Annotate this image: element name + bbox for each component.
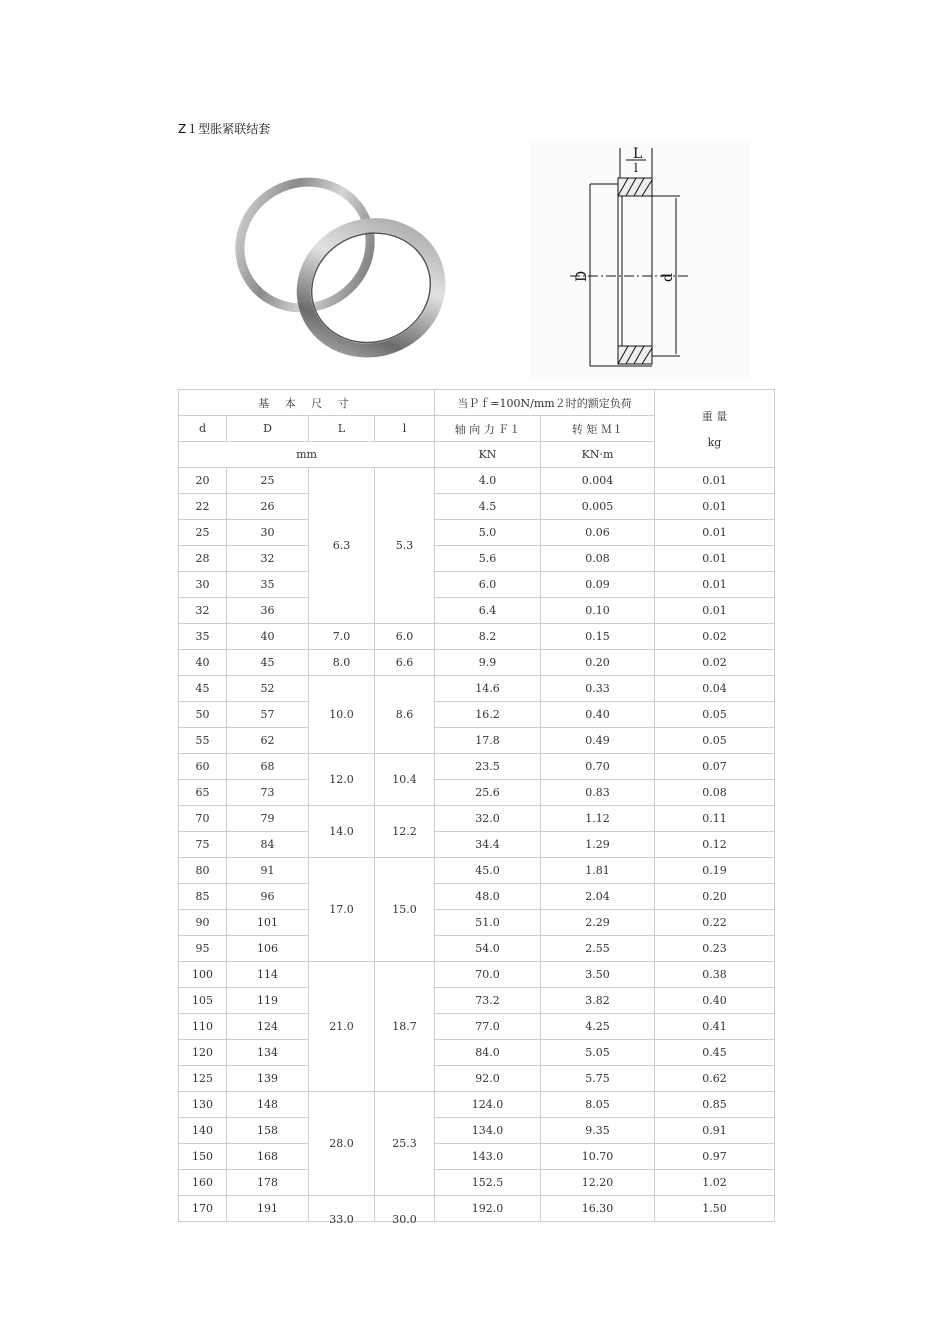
cell-d: 75 — [179, 832, 227, 858]
cell-axial-force: 45.0 — [435, 858, 541, 884]
cell-torque: 0.08 — [541, 546, 655, 572]
table-row — [179, 728, 775, 754]
cell-weight: 0.97 — [655, 1144, 775, 1170]
cell-axial-force: 124.0 — [435, 1092, 541, 1118]
label-L: L — [633, 146, 643, 162]
cell-torque: 5.05 — [541, 1040, 655, 1066]
cell-torque: 0.33 — [541, 676, 655, 702]
cell-axial-force: 48.0 — [435, 884, 541, 910]
cell-D: 91 — [227, 858, 309, 884]
cell-d: 100 — [179, 962, 227, 988]
cell-weight: 0.07 — [655, 754, 775, 780]
cell-weight: 0.02 — [655, 650, 775, 676]
cell-l — [375, 1196, 435, 1226]
cell-torque: 1.81 — [541, 858, 655, 884]
unit-mm: mm — [179, 442, 435, 468]
cell-axial-force: 16.2 — [435, 702, 541, 728]
cell-weight: 1.02 — [655, 1170, 775, 1196]
cell-torque: 16.30 — [541, 1196, 655, 1222]
cell-axial-force: 51.0 — [435, 910, 541, 936]
table-row — [179, 624, 775, 650]
cell-d: 150 — [179, 1144, 227, 1170]
table-row — [179, 494, 775, 520]
cell-d: 120 — [179, 1040, 227, 1066]
table-row — [179, 572, 775, 598]
cell-axial-force: 14.6 — [435, 676, 541, 702]
cell-D: 32 — [227, 546, 309, 572]
cell-d: 45 — [179, 676, 227, 702]
cell-d: 50 — [179, 702, 227, 728]
cell-L: 17.0 — [309, 858, 375, 962]
cell-torque: 9.35 — [541, 1118, 655, 1144]
cell-axial-force: 192.0 — [435, 1196, 541, 1222]
cell-l: 15.0 — [375, 858, 435, 962]
cell-torque: 0.06 — [541, 520, 655, 546]
table-row — [179, 988, 775, 1014]
cell-D: 45 — [227, 650, 309, 676]
cell-torque: 0.70 — [541, 754, 655, 780]
cell-weight: 0.01 — [655, 598, 775, 624]
table-row — [179, 1196, 775, 1222]
cell-torque: 2.04 — [541, 884, 655, 910]
cell-d: 65 — [179, 780, 227, 806]
cell-axial-force: 143.0 — [435, 1144, 541, 1170]
cell-d: 105 — [179, 988, 227, 1014]
cell-L: 6.3 — [309, 468, 375, 624]
cell-D: 84 — [227, 832, 309, 858]
label-l: l — [634, 161, 638, 175]
cell-D: 178 — [227, 1170, 309, 1196]
cell-weight: 0.01 — [655, 494, 775, 520]
table-row — [179, 1092, 775, 1118]
cell-torque: 3.50 — [541, 962, 655, 988]
cell-D: 134 — [227, 1040, 309, 1066]
cell-torque: 5.75 — [541, 1066, 655, 1092]
cell-torque: 12.20 — [541, 1170, 655, 1196]
col-l: l — [375, 416, 435, 442]
cell-axial-force: 70.0 — [435, 962, 541, 988]
cell-D: 191 — [227, 1196, 309, 1222]
table-row — [179, 650, 775, 676]
cell-torque: 1.12 — [541, 806, 655, 832]
cell-D: 26 — [227, 494, 309, 520]
cell-weight: 0.22 — [655, 910, 775, 936]
cell-axial-force: 84.0 — [435, 1040, 541, 1066]
cell-axial-force: 5.0 — [435, 520, 541, 546]
spec-table — [178, 389, 775, 1226]
cell-d: 70 — [179, 806, 227, 832]
cell-axial-force: 6.4 — [435, 598, 541, 624]
cell-torque: 0.15 — [541, 624, 655, 650]
unit-knm: KN·m — [541, 442, 655, 468]
cell-D: 96 — [227, 884, 309, 910]
cell-torque: 10.70 — [541, 1144, 655, 1170]
cell-D: 73 — [227, 780, 309, 806]
cell-d: 55 — [179, 728, 227, 754]
cell-axial-force: 8.2 — [435, 624, 541, 650]
cell-axial-force: 92.0 — [435, 1066, 541, 1092]
cell-axial-force: 25.6 — [435, 780, 541, 806]
header-basic-dimensions: 基 本 尺 寸 — [179, 390, 435, 416]
cell-d: 160 — [179, 1170, 227, 1196]
cell-torque: 0.005 — [541, 494, 655, 520]
table-row — [179, 806, 775, 832]
cell-d: 22 — [179, 494, 227, 520]
cell-torque: 0.09 — [541, 572, 655, 598]
label-D: D — [574, 270, 590, 282]
cell-axial-force: 4.0 — [435, 468, 541, 494]
cell-d: 20 — [179, 468, 227, 494]
cell-axial-force: 77.0 — [435, 1014, 541, 1040]
cell-L: 7.0 — [309, 624, 375, 650]
cell-d: 95 — [179, 936, 227, 962]
cell-L: 8.0 — [309, 650, 375, 676]
cell-d: 35 — [179, 624, 227, 650]
col-d: d — [179, 416, 227, 442]
cell-D: 101 — [227, 910, 309, 936]
table-row — [179, 1118, 775, 1144]
product-photo — [230, 170, 450, 370]
page-title: Z１型胀紧联结套 — [178, 122, 271, 136]
cell-weight: 0.40 — [655, 988, 775, 1014]
cell-d: 140 — [179, 1118, 227, 1144]
col-L: L — [309, 416, 375, 442]
cell-L: 28.0 — [309, 1092, 375, 1196]
cell-weight: 0.01 — [655, 468, 775, 494]
cell-l: 18.7 — [375, 962, 435, 1092]
table-row — [179, 962, 775, 988]
table-row — [179, 546, 775, 572]
cell-weight: 0.11 — [655, 806, 775, 832]
table-row — [179, 936, 775, 962]
header-weight-label: 重 量 — [701, 410, 728, 423]
cell-axial-force: 152.5 — [435, 1170, 541, 1196]
cell-D: 68 — [227, 754, 309, 780]
cell-axial-force: 134.0 — [435, 1118, 541, 1144]
table-row — [179, 1040, 775, 1066]
cell-axial-force: 4.5 — [435, 494, 541, 520]
cell-l: 5.3 — [375, 468, 435, 624]
header-weight — [655, 390, 775, 468]
table-row — [179, 702, 775, 728]
cell-weight: 0.23 — [655, 936, 775, 962]
cell-L: 12.0 — [309, 754, 375, 806]
table-row — [179, 832, 775, 858]
cell-torque: 2.29 — [541, 910, 655, 936]
cell-weight: 0.62 — [655, 1066, 775, 1092]
table-row — [179, 754, 775, 780]
cell-weight: 0.41 — [655, 1014, 775, 1040]
cell-d: 130 — [179, 1092, 227, 1118]
cell-D: 52 — [227, 676, 309, 702]
cell-D: 30 — [227, 520, 309, 546]
cell-l: 6.0 — [375, 624, 435, 650]
cell-L: 21.0 — [309, 962, 375, 1092]
cell-axial-force: 23.5 — [435, 754, 541, 780]
label-d: d — [660, 273, 676, 282]
cell-weight: 0.85 — [655, 1092, 775, 1118]
cell-axial-force: 17.8 — [435, 728, 541, 754]
section-drawing — [530, 140, 750, 380]
table-row — [179, 910, 775, 936]
cell-weight: 0.38 — [655, 962, 775, 988]
cell-d: 60 — [179, 754, 227, 780]
cell-axial-force: 6.0 — [435, 572, 541, 598]
table-row — [179, 520, 775, 546]
table-row — [179, 598, 775, 624]
table-row — [179, 1144, 775, 1170]
cell-d: 28 — [179, 546, 227, 572]
cell-L: 10.0 — [309, 676, 375, 754]
cell-d: 80 — [179, 858, 227, 884]
cell-D: 158 — [227, 1118, 309, 1144]
cell-weight: 0.05 — [655, 702, 775, 728]
cell-d: 125 — [179, 1066, 227, 1092]
cell-d: 32 — [179, 598, 227, 624]
cell-torque: 0.40 — [541, 702, 655, 728]
table-row — [179, 1170, 775, 1196]
cell-d: 170 — [179, 1196, 227, 1222]
header-row-1 — [179, 390, 775, 416]
cell-D: 40 — [227, 624, 309, 650]
cell-weight: 0.01 — [655, 520, 775, 546]
cell-D: 57 — [227, 702, 309, 728]
header-rated-load: 当Ｐｆ=100N/mm２时的额定负荷 — [435, 390, 655, 416]
cell-D: 168 — [227, 1144, 309, 1170]
cell-D: 79 — [227, 806, 309, 832]
cell-axial-force: 34.4 — [435, 832, 541, 858]
cell-axial-force: 54.0 — [435, 936, 541, 962]
cell-weight: 0.45 — [655, 1040, 775, 1066]
table-row — [179, 780, 775, 806]
cell-axial-force: 32.0 — [435, 806, 541, 832]
cell-axial-force: 73.2 — [435, 988, 541, 1014]
cell-D: 139 — [227, 1066, 309, 1092]
cell-D: 119 — [227, 988, 309, 1014]
cell-D: 106 — [227, 936, 309, 962]
cell-weight: 0.05 — [655, 728, 775, 754]
cell-weight: 0.04 — [655, 676, 775, 702]
table-row — [179, 1066, 775, 1092]
cell-weight: 0.08 — [655, 780, 775, 806]
cell-D: 148 — [227, 1092, 309, 1118]
cell-torque: 4.25 — [541, 1014, 655, 1040]
cell-weight: 0.19 — [655, 858, 775, 884]
cell-L-value: 33.0 — [329, 1213, 354, 1226]
cell-L — [309, 1196, 375, 1226]
cell-weight: 0.01 — [655, 546, 775, 572]
table-row — [179, 884, 775, 910]
cell-D: 124 — [227, 1014, 309, 1040]
table-row — [179, 1014, 775, 1040]
cell-l: 6.6 — [375, 650, 435, 676]
cell-d: 40 — [179, 650, 227, 676]
cell-d: 110 — [179, 1014, 227, 1040]
table-row — [179, 676, 775, 702]
cell-torque: 0.10 — [541, 598, 655, 624]
cell-l: 10.4 — [375, 754, 435, 806]
col-axial-force: 轴 向 力 Ｆ１ — [435, 416, 541, 442]
cell-L: 14.0 — [309, 806, 375, 858]
cell-l-value: 30.0 — [392, 1213, 417, 1226]
col-D: D — [227, 416, 309, 442]
cell-weight: 0.01 — [655, 572, 775, 598]
cell-axial-force: 9.9 — [435, 650, 541, 676]
unit-kn: KN — [435, 442, 541, 468]
cell-weight: 0.12 — [655, 832, 775, 858]
table-row — [179, 858, 775, 884]
cell-torque: 0.20 — [541, 650, 655, 676]
cell-weight: 1.50 — [655, 1196, 775, 1222]
cell-weight: 0.02 — [655, 624, 775, 650]
cell-weight: 0.91 — [655, 1118, 775, 1144]
cell-torque: 3.82 — [541, 988, 655, 1014]
cell-D: 114 — [227, 962, 309, 988]
cell-d: 25 — [179, 520, 227, 546]
cell-weight: 0.20 — [655, 884, 775, 910]
cell-d: 85 — [179, 884, 227, 910]
cell-torque: 0.004 — [541, 468, 655, 494]
cell-D: 62 — [227, 728, 309, 754]
cell-torque: 0.49 — [541, 728, 655, 754]
cell-d: 30 — [179, 572, 227, 598]
cell-D: 35 — [227, 572, 309, 598]
cell-D: 36 — [227, 598, 309, 624]
table-row — [179, 468, 775, 494]
cell-torque: 2.55 — [541, 936, 655, 962]
cell-torque: 0.83 — [541, 780, 655, 806]
cell-torque: 1.29 — [541, 832, 655, 858]
header-weight-unit: kg — [707, 436, 722, 449]
cell-axial-force: 5.6 — [435, 546, 541, 572]
cell-D: 25 — [227, 468, 309, 494]
cell-l: 12.2 — [375, 806, 435, 858]
col-torque: 转 矩 Ｍ１ — [541, 416, 655, 442]
cell-d: 90 — [179, 910, 227, 936]
cell-l: 8.6 — [375, 676, 435, 754]
cell-torque: 8.05 — [541, 1092, 655, 1118]
ring-right — [286, 206, 450, 369]
cell-l: 25.3 — [375, 1092, 435, 1196]
